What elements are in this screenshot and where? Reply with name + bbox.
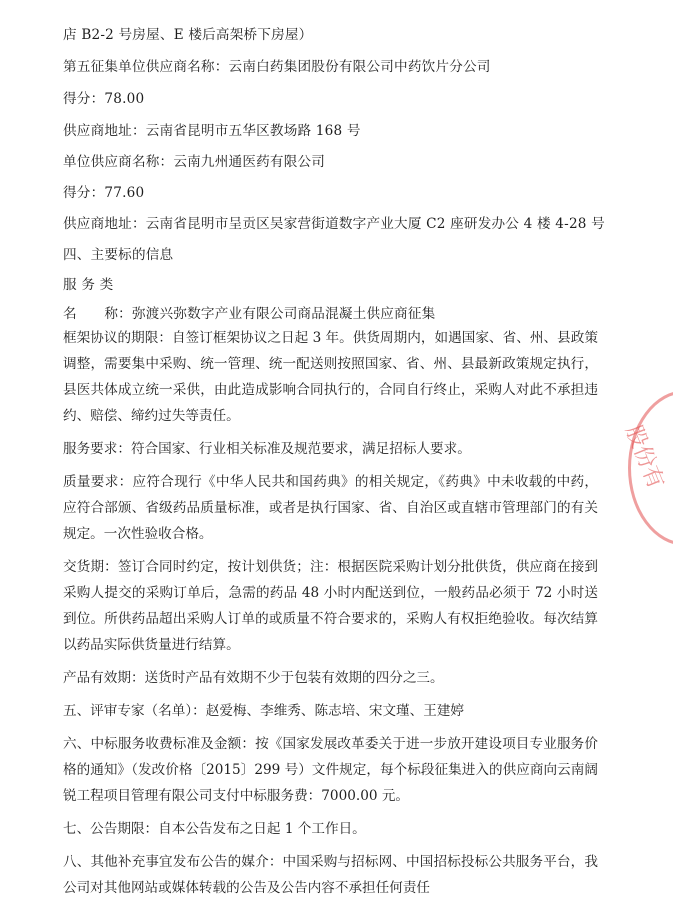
section-4-heading: 四、主要标的信息 [63,247,174,263]
framework-term-paragraph: 框架协议的期限：自签订框架协议之日起 3 年。供货周期内，如遇国家、省、州、县政策调整，需要集中采购、统一管理、统一配送则按照国家、省、州、县最新政策规定执行，县医共体成立统一采供，由此造成影响合同执行的，合同自行终止，采购人对此不承担违约、赔偿、缔约过失等责任。 [63,330,598,424]
quality-requirements-paragraph: 质量要求：应符合现行《中华人民共和国药典》的相关规定，《药典》中未收载的中药，应符合部颁、省级药品质量标准，或者是执行国家、省、自治区或直辖市管理部门的有关规定。一次性验收合格。 [63,474,598,542]
address-continuation: 店 B2-2 号房屋、E 楼后高架桥下房屋） [63,27,313,43]
supplier-address-6: 供应商地址：云南省昆明市呈贡区吴家营街道数字产业大厦 C2 座研发办公 4 楼 4-28 号 [63,216,605,232]
body-paragraphs [63,325,598,908]
service-requirements-paragraph: 服务要求：符合国家、行业相关标准及规范要求，满足招标人要求。 [63,441,471,457]
validity-paragraph: 产品有效期：送货时产品有效期不少于包装有效期的四分之三。 [63,670,444,686]
supplier-address-5: 供应商地址：云南省昆明市五华区教场路 168 号 [63,123,361,139]
service-category-label: 服 务 类 [63,277,114,293]
delivery-paragraph: 交货期：签订合同时约定，按计划供货；注：根据医院采购计划分批供货，供应商在接到采购人提交的采购订单后，急需的药品 48 小时内配送到位，一般药品必须于 72 小时送到位。所供药品超出采购人订单的或质量不符合要求的，采购人有权拒绝验收。每次结算以药品实际供货量进行结算。 [63,559,598,653]
seal-text: 股份有 [620,421,669,493]
score-6: 得分：77.60 [63,185,145,201]
experts-paragraph: 五、评审专家（名单）：赵爱梅、李维秀、陈志培、宋文瑾、王建婷 [63,703,465,719]
media-paragraph: 八、其他补充事宜发布公告的媒介：中国采购与招标网、中国招标投标公共服务平台，我公司对其他网站或媒体转载的公告及公告内容不承担任何责任 [63,854,598,896]
notice-period-paragraph: 七、公告期限：自本公告发布之日起 1 个工作日。 [63,821,366,837]
supplier-name-6: 单位供应商名称：云南九州通医药有限公司 [63,154,326,170]
supplier-name-5: 第五征集单位供应商名称：云南白药集团股份有限公司中药饮片分公司 [63,59,491,75]
service-fee-paragraph: 六、中标服务收费标准及金额：按《国家发展改革委关于进一步放开建设项目专业服务价格的通知》（发改价格〔2015〕299 号）文件规定，每个标段征集进入的供应商向云南阔锐工程项目管理有限公司支付中标服务费：7000.00 元。 [63,736,598,804]
score-5: 得分：78.00 [63,91,145,107]
project-name: 名 称：弥渡兴弥数字产业有限公司商品混凝土供应商征集 [63,306,436,322]
